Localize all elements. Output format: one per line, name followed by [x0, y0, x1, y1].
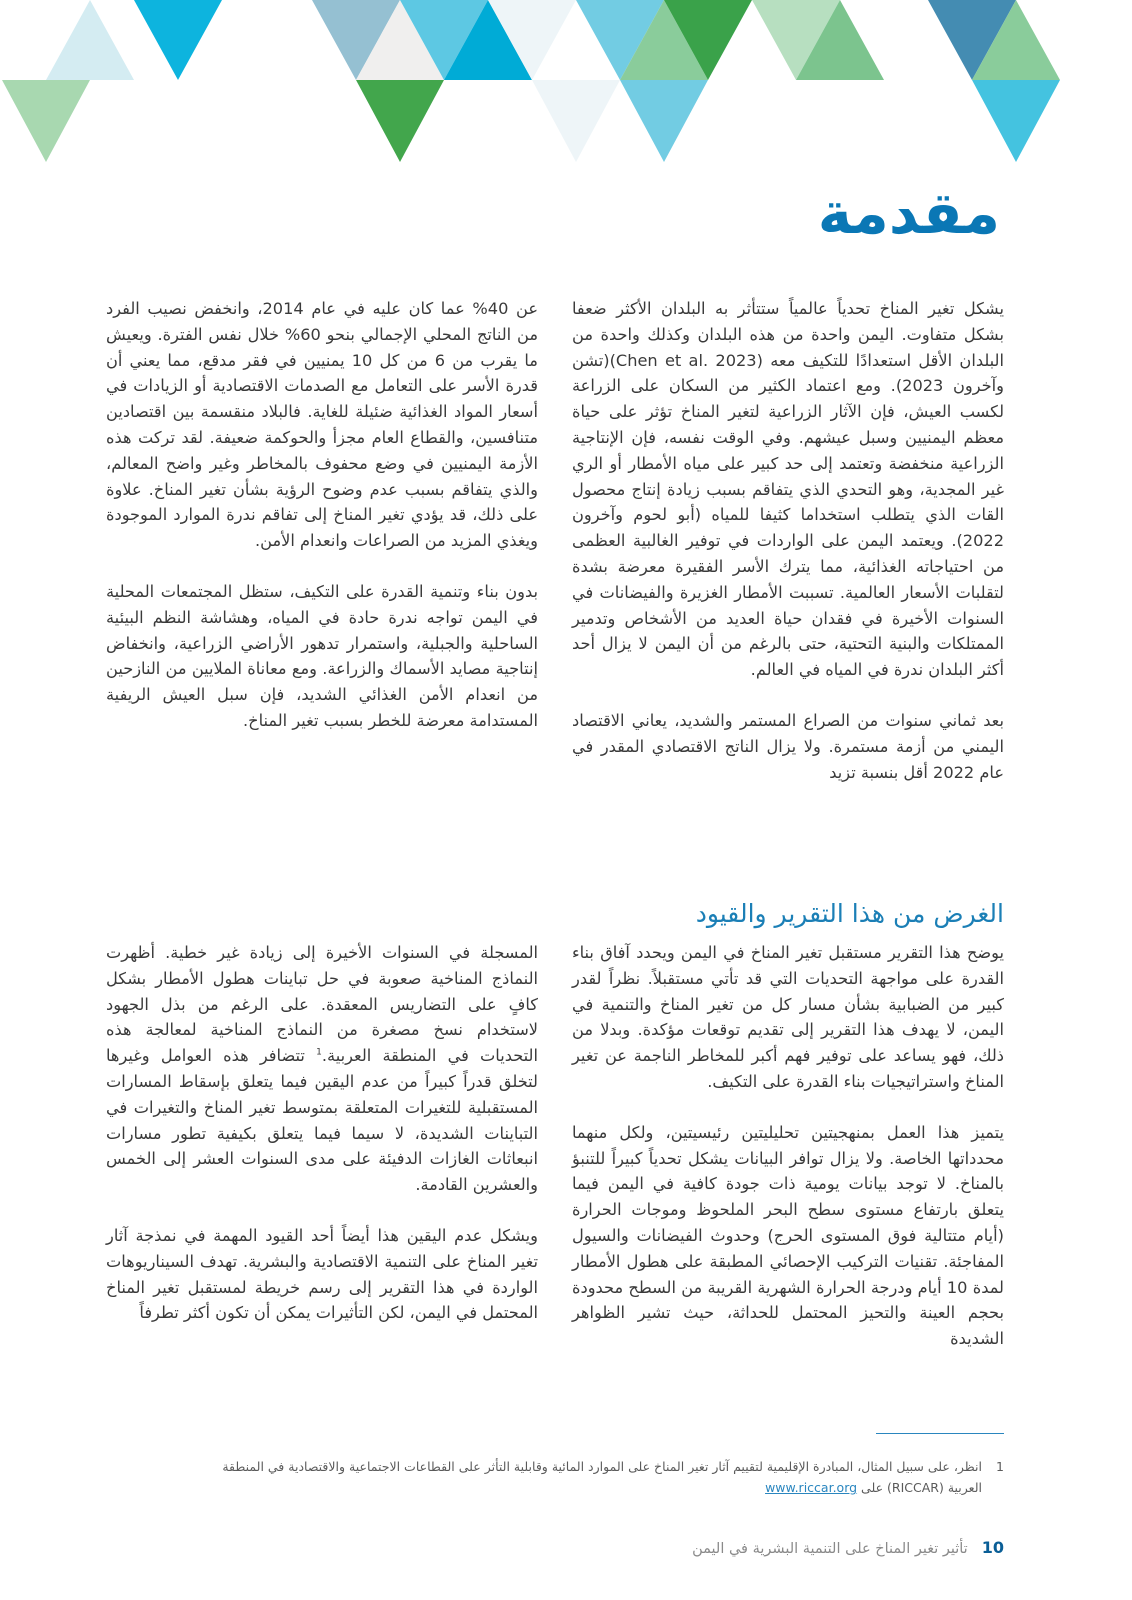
triangle-shape: [972, 80, 1060, 162]
paragraph: بدون بناء وتنمية القدرة على التكيف، ستظل المجتمعات المحلية في اليمن تواجه ندرة حادة في المياه، وهشاشة النظم البيئية الساحلية والجبلية، واستمرار تدهور الأراضي الزراعية، وانخفاض إنتاجية مصايد الأسماك والزراعة. ومع معاناة الملايين من النازحين من انعدام الأمن الغذائي الشديد، فإن سبل العيش الريفية المستدامة معرضة للخطر بسبب تغير المناخ.: [106, 581, 538, 730]
paragraph-text: المسجلة في السنوات الأخيرة إلى زيادة غير خطية. أظهرت النماذج المناخية صعوبة في حل تباينات هطول الأمطار بشكل كافٍ على التضاريس المعقدة. على الرغم من بذل الجهود لاستخدام نسخ مصغرة من النماذج المناخية لمعالجة هذه التحديات في المنطقة العربية.: [106, 943, 538, 1066]
triangle-shape: [134, 0, 222, 80]
paragraph: ويشكل عدم اليقين هذا أيضاً أحد القيود المهمة في نمذجة آثار تغير المناخ على التنمية الاقتصادية والبشرية. تهدف السيناريوهات الواردة في هذا التقرير إلى رسم خريطة لمستقبل تغير المناخ المحتمل في اليمن، لكن التأثيرات يمكن أن تكون أكثر تطرفاً: [106, 1225, 538, 1323]
triangle-shape: [46, 0, 134, 80]
footnote-line: [124, 1456, 1004, 1477]
footnote-line: [124, 1477, 1004, 1498]
running-title: تأثير تغير المناخ على التنمية البشرية في اليمن: [692, 1541, 968, 1557]
triangle-shape: [2, 80, 90, 162]
footnote-text: العربية (RICCAR) على: [861, 1480, 982, 1495]
page-number: 10: [981, 1538, 1004, 1557]
page-title: مقدمة: [817, 179, 1000, 247]
paragraph: يشكل تغير المناخ تحدياً عالمياً ستتأثر به البلدان الأكثر ضعفا بشكل متفاوت. اليمن واحدة من هذه البلدان وكذلك واحدة من البلدان الأقل استعدادًا للتكيف معه (Chen et al. 2023)(تشن وآخرون 2023). ومع اعتماد الكثير من السكان على الزراعة لكسب العيش، فإن الآثار الزراعية لتغير المناخ تؤثر على حياة معظم اليمنيين وسبل عيشهم. وفي الوقت نفسه، فإن الإنتاجية الزراعية منخفضة وتعتمد إلى حد كبير على مياه الأمطار أو الري غير المجدية، وهو التحدي الذي يتفاقم بسبب زيادة إنتاج محصول القات الذي يتطلب استخداما كثيفا للمياه (أبو لحوم وآخرون 2022). ويعتمد اليمن على الواردات في توفير الغالبية العظمى من احتياجاته الغذائية، مما يترك الأسر الفقيرة معرضة بشدة لتقلبات الأسعار العالمية. تسببت الأمطار الغزيرة والفيضانات في السنوات الأخيرة في فقدان حياة العديد من الأشخاص وتدمير الممتلكات والبنية التحتية، حتى بالرغم من أن اليمن لا يزال أحد أكثر البلدان ندرة في المياه في العالم.: [572, 299, 1004, 680]
paragraph: عن 40% عما كان عليه في عام 2014، وانخفض نصيب الفرد من الناتج المحلي الإجمالي بنحو 60% خلال نفس الفترة. ويعيش ما يقرب من 6 من كل 10 يمنيين في فقر مدقع، مما يعني أن قدرة الأسر على التعامل مع الصدمات الاقتصادية أو الزيادات في أسعار المواد الغذائية ضئيلة للغاية. فالبلاد منقسمة بين اقتصادين متنافسين، والقطاع العام مجزأ والحوكمة ضعيفة. لقد تركت هذه الأزمة اليمنيين في وضع محفوف بالمخاطر وغير واضح المعالم، والذي يتفاقم بسبب عدم وضوح الرؤية بشأن تغير المناخ. علاوة على ذلك، قد يؤدي تغير المناخ إلى تفاقم ندرة الموارد الموجودة ويغذي المزيد من الصراعات وانعدام الأمن.: [106, 299, 539, 551]
paragraph-text: تتضافر هذه العوامل وغيرها لتخلق قدراً كبيراً من عدم اليقين فيما يتعلق بإسقاط المسارات المستقبلية للتغيرات المتعلقة بمتوسط تغير المناخ والتغيرات في التباينات الشديدة، لا سيما فيما يتعلق بكيفية تطور مسارات انبعاثات الغازات الدفيئة على مدى السنوات العشر إلى الخمس والعشرين القادمة.: [106, 1046, 538, 1195]
riccar-link[interactable]: www.riccar.org: [765, 1480, 858, 1495]
paragraph: يوضح هذا التقرير مستقبل تغير المناخ في اليمن ويحدد آفاق بناء القدرة على مواجهة التحديات التي قد تأتي مستقبلاً. نظراً لقدر كبير من الضبابية بشأن مسار كل من تغير المناخ والتنمية في اليمن، لا يهدف هذا التقرير إلى تقديم توقعات مؤكدة. وبدلا من ذلك، فهو يساعد على توفير فهم أكبر للمخاطر الناجمة عن تغير المناخ واستراتيجيات بناء القدرة على التكيف.: [572, 943, 1004, 1091]
triangle-shape: [356, 80, 444, 162]
footnote: [124, 1456, 1004, 1498]
column-left-bottom: [106, 940, 538, 1351]
triangle-shape: [532, 80, 620, 162]
paragraph: [106, 940, 538, 1198]
footnote-divider: [876, 1433, 1004, 1434]
decorative-triangle-banner: [0, 0, 1132, 170]
footnote-reference[interactable]: 1: [316, 1047, 322, 1058]
column-right-bottom: [572, 940, 1004, 1377]
footnote-text: انظر، على سبيل المثال، المبادرة الإقليمية لتقييم آثار تغير المناخ على الموارد المائية وقابلية التأثر على القطاعات الاجتماعية والاقتصادية في المنطقة: [222, 1459, 982, 1474]
paragraph: يتميز هذا العمل بمنهجيتين تحليليتين رئيسيتين، ولكل منهما محدداتها الخاصة. ولا يزال توافر البيانات يشكل تحدياً كبيراً للتنبؤ بالمناخ. لا توجد بيانات يومية ذات جودة كافية في اليمن فيما يتعلق بارتفاع مستوى سطح البحر الملحوظ وموجات الحرارة (أيام متتالية فوق المستوى الحرج) وحدوث الفيضانات والسيول المفاجئة. تقنيات التركيب الإحصائي المطبقة على هطول الأمطار لمدة 10 أيام ودرجة الحرارة الشهرية القريبة من السطح محدودة بحجم العينة والتحيز المحتمل للحداثة، حيث تشير الظواهر الشديدة: [572, 1122, 1004, 1349]
column-right-top: [572, 296, 1004, 810]
page-footer: [692, 1537, 1004, 1560]
section-heading: الغرض من هذا التقرير والقيود: [695, 899, 1004, 928]
column-left-top: [106, 296, 538, 759]
footnote-number: 1: [996, 1459, 1004, 1474]
paragraph: بعد ثماني سنوات من الصراع المستمر والشديد، يعاني الاقتصاد اليمني من أزمة مستمرة. ولا يزال الناتج الاقتصادي المقدر في عام 2022 أقل بنسبة تزيد: [572, 710, 1004, 782]
triangle-shape: [620, 80, 708, 162]
